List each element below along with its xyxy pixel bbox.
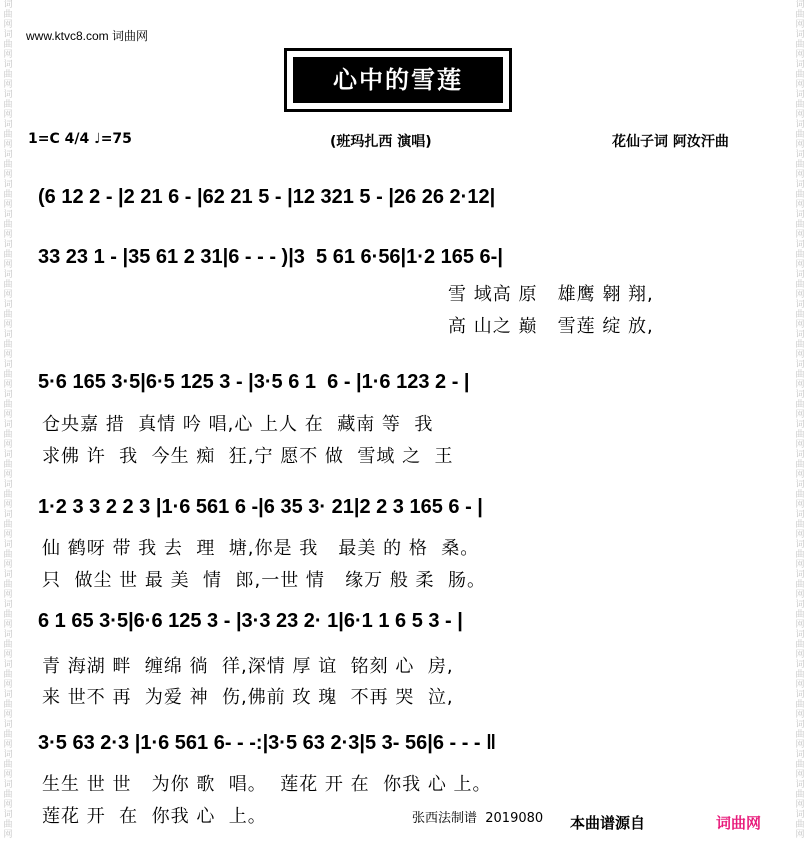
lyric-row: 求佛 许 我 今生 痴 狂,宁 愿不 做 雪域 之 王: [42, 446, 454, 467]
notation-row: 3·5 63 2·3 |1·6 561 6- - -:|3·5 63 2·3|5 3- 56|6 - - - ‖: [38, 732, 497, 754]
lyric-row: 莲花 开 在 你我 心 上。: [42, 806, 267, 827]
lyric-row: 仙 鹤呀 带 我 去 理 塘,你是 我 最美 的 格 桑。: [42, 538, 480, 559]
lyric-row: 青 海湖 畔 缠绵 徜 徉,深情 厚 谊 铭刻 心 房,: [42, 656, 454, 677]
lyric-row: 来 世不 再 为爱 神 伤,佛前 玫 瑰 不再 哭 泣,: [42, 687, 454, 708]
lyric-row: 高 山之 巅 雪莲 绽 放,: [448, 316, 654, 337]
notation-row: (6 12 2 - |2 21 6 - |62 21 5 - |12 321 5 - |26 26 2·12|: [38, 186, 496, 208]
lyric-row: 只 做尘 世 最 美 情 郎,一世 情 缘万 般 柔 肠。: [42, 570, 486, 591]
lyric-row: 生生 世 世 为你 歌 唱。 莲花 开 在 你我 心 上。: [42, 774, 492, 795]
notation-row: 5·6 165 3·5|6·5 125 3 - |3·5 6 1 6 - |1·6 123 2 - |: [38, 371, 470, 393]
notation-row: 33 23 1 - |35 61 2 31|6 - - - )|3 5 61 6·56|1·2 165 6-|: [38, 246, 503, 268]
notation-row: 1·2 3 3 2 2 3 |1·6 561 6 -|6 35 3· 21|2 2 3 165 6 - |: [38, 496, 483, 518]
lyric-row: 仓央嘉 措 真情 吟 唱,心 上人 在 藏南 等 我: [42, 414, 434, 435]
lyric-row: 雪 域高 原 雄鹰 翱 翔,: [448, 284, 654, 305]
performer: (班玛扎西 演唱): [330, 134, 432, 150]
song-title: 心中的雪莲: [293, 57, 503, 103]
transcriber-credit: 张西法制谱 2019080: [412, 811, 544, 826]
watermark-right: 词 曲 网 词 曲 网 词 曲 网 词 曲 网 词 曲 网 词 曲 网 词 曲 网 词 曲 网 词 曲 网 词 曲 网 词 曲 网 词 曲 网 词 曲 网 词 曲 网 词 曲 网 词 曲 网 词 曲 网 词 曲 网 词 曲 网 词 曲 网 词 曲 网 词 曲 网 词 曲 网 词 曲 网 词 曲 网 词 曲 网 词 曲 网 词 曲 网: [795, 0, 805, 840]
notation-row: 6 1 65 3·5|6·6 125 3 - |3·3 23 2· 1|6·1 1 6 5 3 - |: [38, 610, 463, 632]
authors: 花仙子词 阿汝汗曲: [612, 134, 729, 150]
key-tempo: 1=C 4/4 ♩=75: [28, 131, 132, 147]
title-frame: [284, 48, 512, 112]
watermark-left: 词 曲 网 词 曲 网 词 曲 网 词 曲 网 词 曲 网 词 曲 网 词 曲 网 词 曲 网 词 曲 网 词 曲 网 词 曲 网 词 曲 网 词 曲 网 词 曲 网 词 曲 网 词 曲 网 词 曲 网 词 曲 网 词 曲 网 词 曲 网 词 曲 网 词 曲 网 词 曲 网 词 曲 网 词 曲 网 词 曲 网 词 曲 网 词 曲 网: [3, 0, 13, 840]
brand-link[interactable]: 词曲网: [716, 814, 762, 832]
source-note: 本曲谱源自: [570, 814, 646, 832]
site-url: www.ktvc8.com 词曲网: [26, 29, 149, 43]
